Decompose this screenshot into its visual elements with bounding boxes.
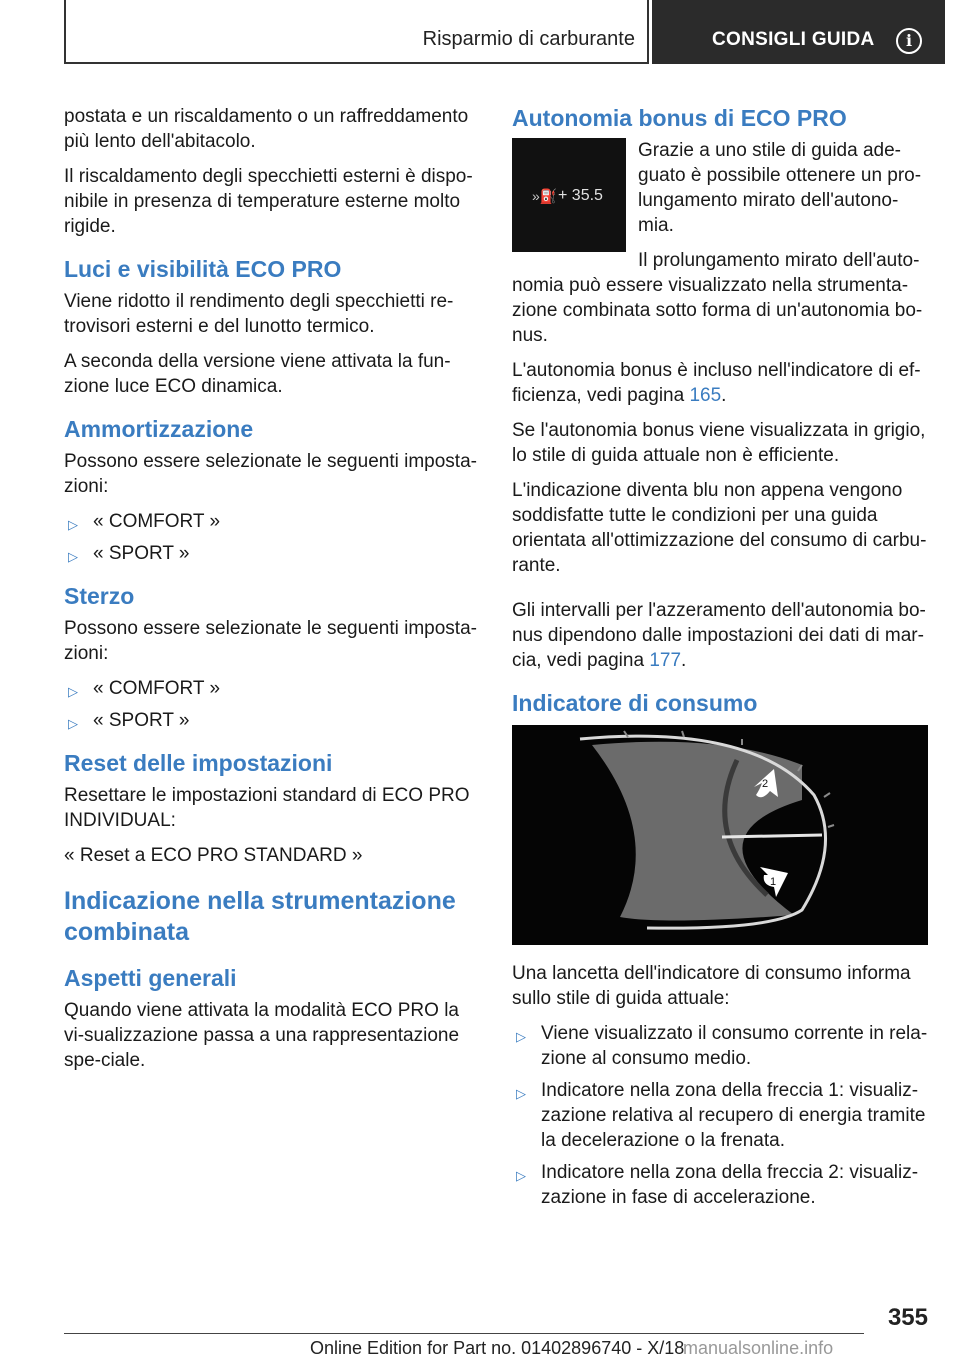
list-item: ▷ Viene visualizzato il consumo corrente in rela-zione al consumo medio. [516, 1023, 928, 1069]
eco-pro-bonus-image [512, 138, 626, 252]
left-column [64, 104, 480, 1083]
paragraph: Se l'autonomia bonus viene visualizzata in grigio, lo stile di guida attuale non è efficiente. [512, 420, 926, 466]
triangle-bullet-icon: ▷ [516, 1086, 526, 1101]
paragraph: L'indicazione diventa blu non appena vengono soddisfatte tutte le condizioni per una guida orientata all'ottimizzazione del consumo di carbu-rante. [512, 480, 927, 576]
paragraph: « Reset a ECO PRO STANDARD » [64, 845, 363, 866]
gauge-needle [722, 835, 822, 837]
header-section-tab[interactable] [64, 0, 649, 64]
paragraph: Possono essere selezionate le seguenti imposta-zioni: [64, 618, 477, 664]
info-icon[interactable]: i [896, 28, 922, 54]
paragraph: Il prolungamento mirato dell'auto-nomia può essere visualizzato nella strumenta-zione combinata sotto forma di un'autonomia bo-nus. [512, 250, 923, 346]
footer-edition: Online Edition for Part no. 01402896740 - X/18 [310, 1338, 685, 1358]
list-item: ▷ Indicatore nella zona della freccia 1: visualiz-zazione relativa al recupero di energia tramite la decelerazione o la frenata. [516, 1080, 926, 1151]
paragraph: A seconda della versione viene attivata la fun-zione luce ECO dinamica. [64, 351, 451, 397]
page-number: 355 [887, 1304, 928, 1331]
triangle-bullet-icon: ▷ [68, 549, 78, 564]
triangle-bullet-icon: ▷ [516, 1029, 526, 1044]
heading-consumo: Indicatore di consumo [512, 690, 758, 716]
header-section-title: Risparmio di carburante [422, 28, 635, 50]
paragraph: postata e un riscaldamento o un raffreddamento più lento dell'abitacolo. [64, 106, 469, 152]
triangle-bullet-icon: ▷ [68, 716, 78, 731]
heading-ammortizzazione: Ammortizzazione [64, 416, 254, 442]
fuel-pump-icon: »⛽ [532, 188, 558, 204]
triangle-bullet-icon: ▷ [516, 1168, 526, 1183]
triangle-bullet-icon: ▷ [68, 517, 78, 532]
list-item: ▷ Indicatore nella zona della freccia 2: visualiz-zazione in fase di accelerazione. [516, 1162, 919, 1208]
paragraph: Grazie a uno stile di guida ade-guato è possibile ottenere un pro-lungamento mirato dell'autono-mia. [638, 140, 922, 236]
page-link-177[interactable]: 177 [649, 650, 682, 671]
arrow-1-label: 1 [770, 876, 777, 888]
heading-autonomia-bonus: Autonomia bonus di ECO PRO [512, 105, 847, 131]
bonus-range-value: + 35.5 [558, 187, 603, 204]
watermark: manualsonline.info [683, 1338, 834, 1358]
paragraph: Una lancetta dell'indicatore di consumo informa sullo stile di guida attuale: [512, 963, 911, 1009]
gauge-fill [592, 742, 802, 921]
triangle-bullet-icon: ▷ [68, 684, 78, 699]
heading-luci: Luci e visibilità ECO PRO [64, 256, 342, 282]
heading-aspetti: Aspetti generali [64, 965, 237, 991]
arrow-2-label: 2 [762, 778, 769, 790]
paragraph: Possono essere selezionate le seguenti imposta-zioni: [64, 451, 477, 497]
heading-sterzo: Sterzo [64, 583, 135, 609]
ammort-list [64, 509, 480, 566]
list-item: ▷ « COMFORT » [64, 676, 480, 701]
paragraph: Il riscaldamento degli specchietti esterni è dispo-nibile in presenza di temperature esterne molto rigide. [64, 166, 473, 237]
header-chapter-title: CONSIGLI GUIDA [712, 29, 875, 50]
consumo-list [512, 1021, 928, 1210]
paragraph: Viene ridotto il rendimento degli specchietti re-trovisori esterni e del lunotto termico. [64, 291, 454, 337]
header-chapter-tab[interactable] [652, 0, 945, 64]
list-item: ▷ « COMFORT » [64, 509, 480, 534]
sterzo-list [64, 676, 480, 733]
list-item: ▷ « SPORT » [64, 541, 480, 566]
paragraph: L'autonomia bonus è incluso nell'indicatore di ef-ficienza, vedi pagina 165. [512, 360, 921, 406]
paragraph: Gli intervalli per l'azzeramento dell'autonomia bo-nus dipendono dalle impostazioni dei dati di mar-cia, vedi pagina 177. [512, 600, 926, 671]
heading-reset: Reset delle impostazioni [64, 750, 333, 776]
paragraph: Resettare le impostazioni standard di ECO PRO INDIVIDUAL: [64, 785, 470, 831]
list-item: ▷ « SPORT » [64, 708, 480, 733]
heading-indicazione: Indicazione nella strumentazione combinata [64, 887, 456, 946]
consumption-gauge-image [512, 725, 928, 945]
page-link-165[interactable]: 165 [689, 385, 722, 406]
footer-divider [64, 1333, 864, 1334]
right-column [512, 104, 928, 1217]
paragraph: Quando viene attivata la modalità ECO PRO la vi-sualizzazione passa a una rappresentazione spe-ciale. [64, 1000, 460, 1071]
